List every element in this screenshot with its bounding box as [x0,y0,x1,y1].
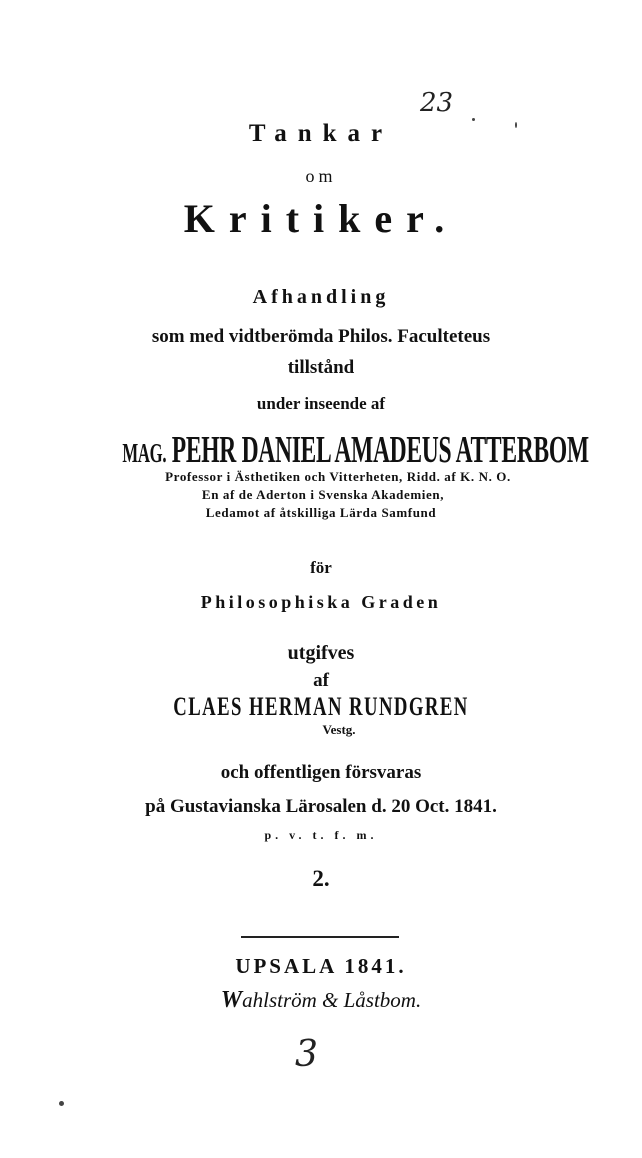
under-inseende-line: under inseende af [256,394,386,413]
part-number: 2. [312,866,330,891]
faculty-permission-line: som med vidtberömda Philos. Faculteteus [151,326,491,347]
afhandling-heading: Afhandling [252,286,390,308]
praeses-title-1: Professor i Ästhetiken och Vitterheten, Ridd. af K. N. O. [165,469,511,484]
imprint-city-year: UPSALA 1841. [235,954,407,978]
respondent-name: CLAES HERMAN RUNDGREN [173,692,469,721]
respondent-nation: Vestg. [322,722,356,737]
speck-mark [59,1101,64,1106]
af-line: af [313,670,329,691]
title-line-3: Kritiker. [183,196,459,241]
speck-mark [472,118,475,121]
venue-date-line: på Gustavianska Lärosalen d. 20 Oct. 1841. [145,796,497,817]
imprint-printer [0,987,642,1014]
utgifves-line: utgifves [287,642,355,664]
defense-line: och offentligen försvaras [220,762,422,783]
praeses-name: PEHR DANIEL AMADEUS ATTERBOM [171,429,589,471]
degree-line: Philosophiska Graden [200,592,442,612]
for-line: för [310,558,332,577]
praeses-name-line [122,428,589,472]
praeses-title-3: Ledamot af åtskilliga Lärda Samfund [205,505,437,520]
printer-initial: W [220,987,243,1013]
handwritten-number-top: 23 [420,88,454,118]
title-line-2: om [305,166,337,186]
praeses-title-2: En af de Aderton i Svenska Akademien, [201,487,445,502]
tillstand-line: tillstånd [287,357,355,378]
handwritten-number-bottom: 3 [295,1034,318,1075]
praeses-prefix: MAG. [122,438,167,468]
pvtfm-line: p. v. t. f. m. [264,828,378,842]
printer-rest: ahlström & Låstbom. [242,988,422,1012]
title-line-1: Tankar [248,120,394,147]
speck-mark [515,122,517,128]
divider-rule [241,936,399,938]
